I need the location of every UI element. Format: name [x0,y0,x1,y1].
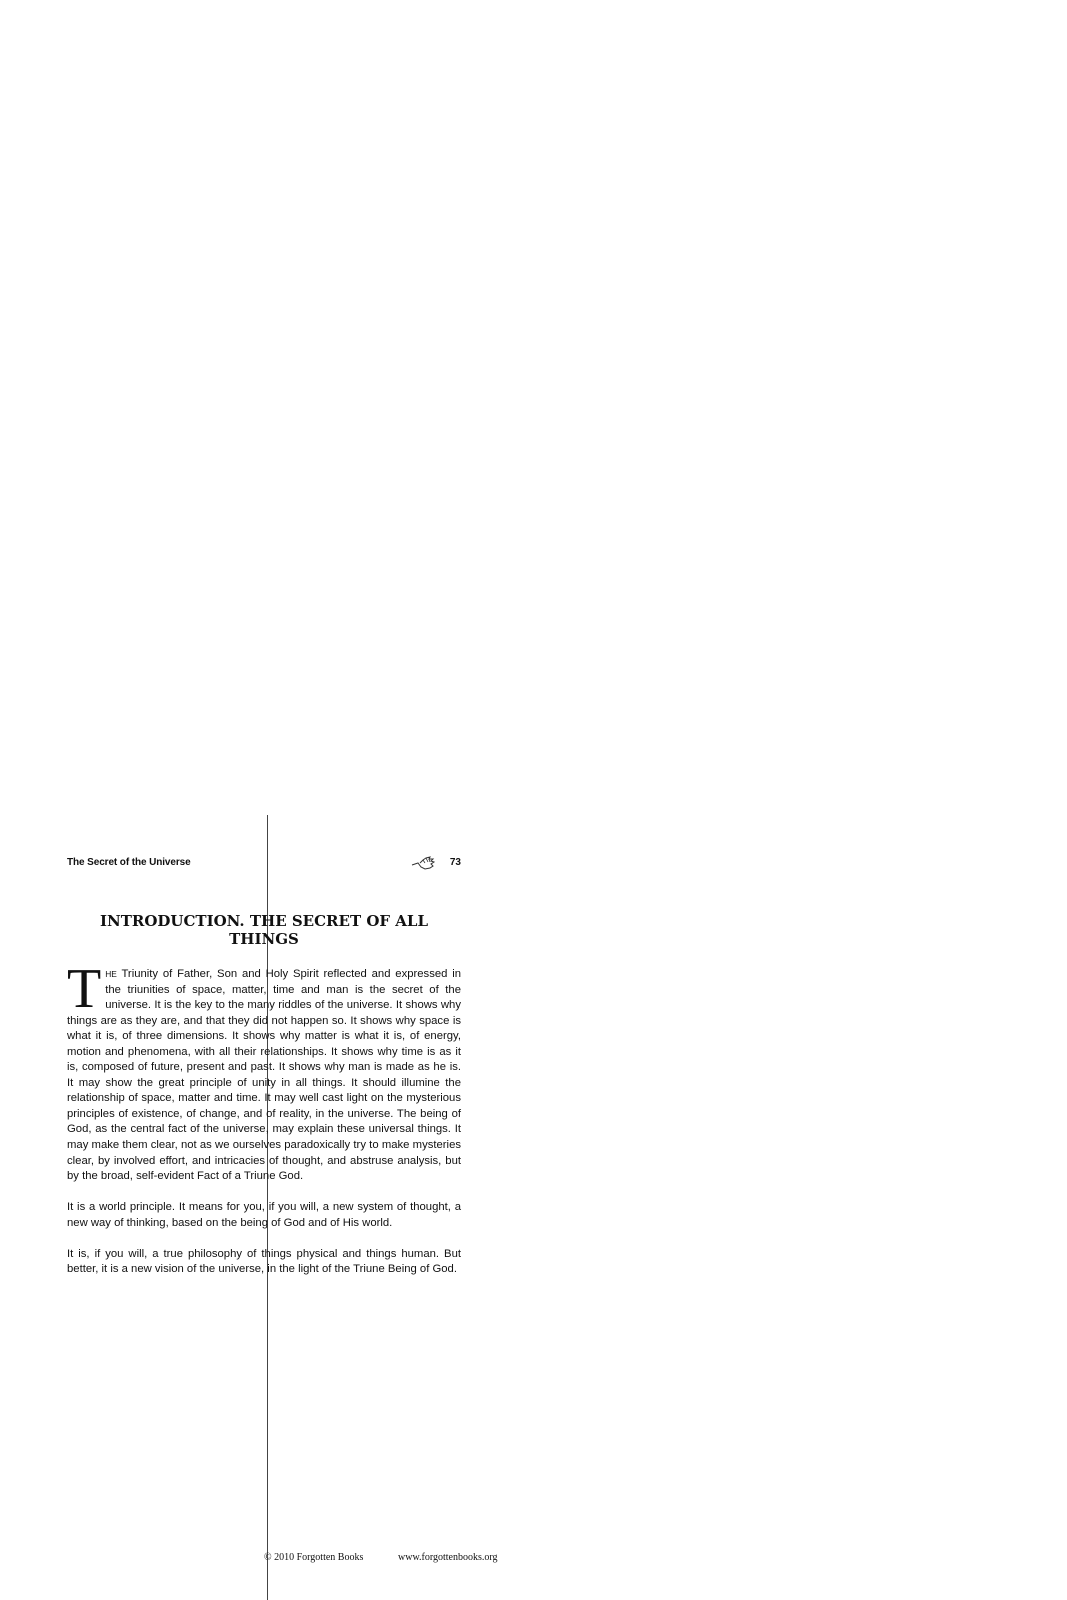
small-caps-lead: HE [105,969,117,979]
footer-copyright: © 2010 Forgotten Books [264,1552,364,1563]
footer-url: www.forgottenbooks.org [398,1552,498,1563]
page-number: 73 [449,857,461,868]
paragraph [67,958,461,1185]
drop-cap: T [67,958,102,1020]
pointing-hand-icon [411,856,437,872]
running-header [67,856,461,874]
paragraph: It is a world principle. It means for you, if you will, a new system of thought, a new way of thinking, based on the being of God and of His world. [67,1201,461,1229]
paragraph: It is, if you will, a true philosophy of things physical and things human. But better, it is a new vision of the universe, in the light of the Triune Being of God. [67,1247,461,1276]
paragraph-text: Triunity of Father, Son and Holy Spirit reflected and expressed in the triunities of space, matter, time and man is the secret of the universe. It is the key to the many riddles of the universe. It shows why things are as they are, and that they did not happen so. It shows why space is what it is, of three dimensions. It shows why matter is what it is, of energy, motion and phenomena, with all their relationships. It shows why time is as it is, composed of future, present and past. It shows why man is made as he is. It may show the great principle of unity in all things. It should illumine the relationship of space, matter and time. It may well cast light on the mysterious principles of existence, of change, and of reality, in the universe. The being of God, as the central fact of the universe, may explain these universal things. It may make them clear, not as we ourselves paradoxically try to make mysteries clear, by involved effort, and intricacies of thought, and abstruse analysis, but by the broad, self-evident Fact of a Triune God. [67,968,461,1183]
book-title: The Secret of the Universe [67,857,191,868]
chapter-heading: INTRODUCTION. THE SECRET OF ALL THINGS [99,912,429,948]
body-text [67,958,461,1293]
